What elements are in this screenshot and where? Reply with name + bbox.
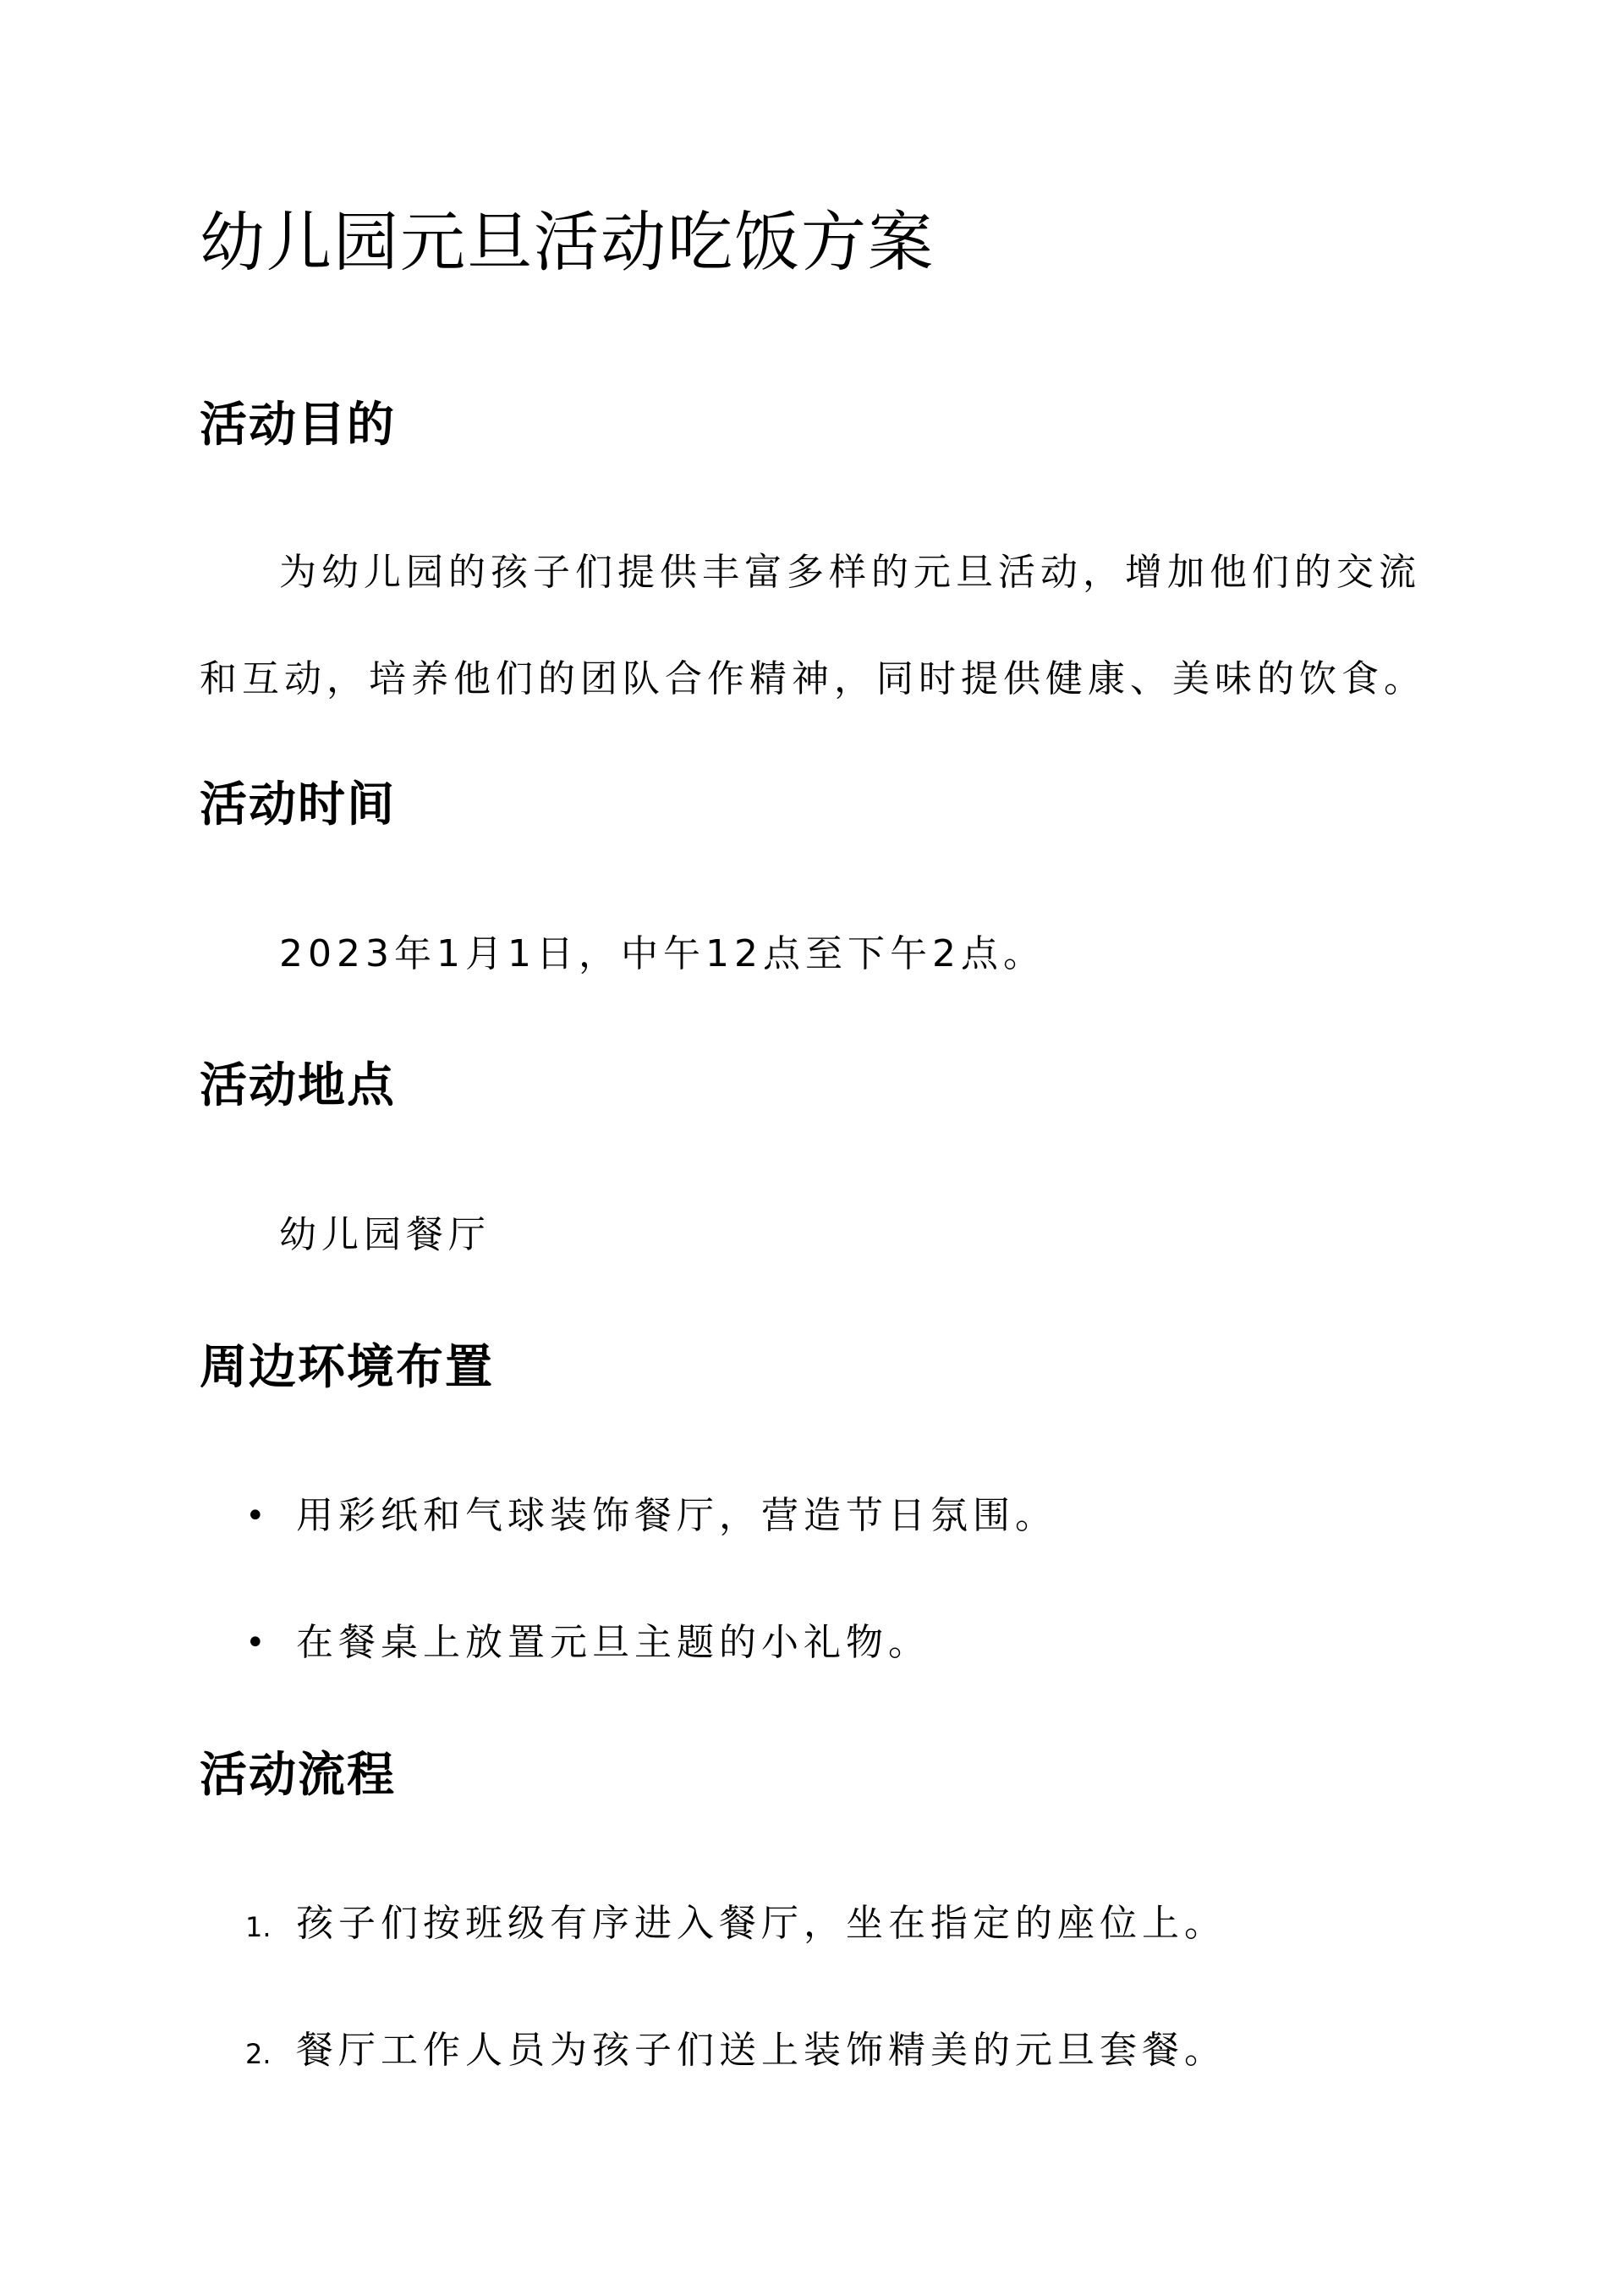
list-item-text: 餐厅工作人员为孩子们送上装饰精美的元旦套餐。 bbox=[296, 2029, 1226, 2072]
bullet-marker: • bbox=[245, 1623, 266, 1662]
purpose-paragraph: 为幼儿园的孩子们提供丰富多样的元旦活动，增加他们的交流和互动，培养他们的团队合作精神，同时提供健康、美味的饮食。 bbox=[200, 551, 1426, 700]
bullet-marker: • bbox=[245, 1497, 266, 1535]
section-heading-time: 活动时间 bbox=[200, 777, 396, 832]
number-marker: 1. bbox=[245, 1911, 272, 1943]
section-heading-location: 活动地点 bbox=[200, 1057, 396, 1113]
section-heading-purpose: 活动目的 bbox=[200, 397, 396, 453]
time-text: 2023年1月1日，中午12点至下午2点。 bbox=[279, 932, 1045, 975]
location-text: 幼儿园餐厅 bbox=[279, 1213, 491, 1256]
document-title: 幼儿园元旦活动吃饭方案 bbox=[200, 206, 935, 281]
list-item-text: 孩子们按班级有序进入餐厅，坐在指定的座位上。 bbox=[296, 1902, 1226, 1945]
number-marker: 2. bbox=[245, 2038, 272, 2070]
list-item-text: 用彩纸和气球装饰餐厅，营造节日氛围。 bbox=[296, 1494, 1057, 1537]
list-item-text: 在餐桌上放置元旦主题的小礼物。 bbox=[296, 1621, 930, 1664]
section-heading-environment: 周边环境布置 bbox=[200, 1339, 494, 1395]
section-heading-process: 活动流程 bbox=[200, 1747, 396, 1803]
